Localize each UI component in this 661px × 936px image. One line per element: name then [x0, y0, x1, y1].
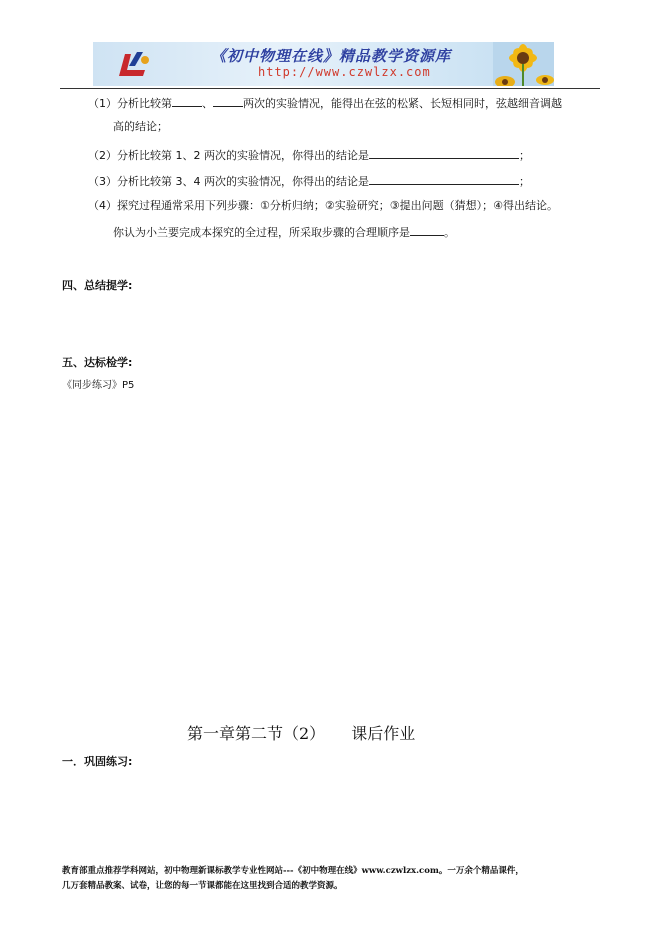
question-text: 探究过程通常采用下列步骤：①分析归纳；②实验研究；③提出问题（猜想）；④得出结论。 — [117, 199, 558, 212]
exercise-reference: 《同步练习》P5 — [62, 380, 135, 391]
question-end: ； — [519, 175, 530, 188]
question-text: 分析比较第 — [117, 97, 172, 110]
question-3 — [88, 173, 530, 189]
question-4-continuation — [113, 224, 455, 240]
question-1-continuation: 高的结论； — [113, 120, 168, 133]
answer-blank[interactable] — [172, 95, 202, 107]
answer-blank[interactable] — [213, 95, 243, 107]
question-text: 分析比较第 3、4 两次的实验情况，你得出的结论是 — [117, 175, 369, 188]
section-summary-heading: 四、总结提学: — [62, 279, 133, 292]
footer — [62, 864, 602, 894]
answer-blank[interactable] — [410, 224, 444, 236]
footer-line-2: 几万套精品教案、试卷，让您的每一节课都能在这里找到合适的教学资源。 — [62, 881, 343, 891]
chapter-title — [187, 721, 415, 744]
sunflower-icon — [493, 42, 554, 86]
question-2 — [88, 147, 530, 163]
answer-blank[interactable] — [369, 173, 519, 185]
footer-line-1: 教育部重点推荐学科网站，初中物理新课标教学专业性网站---《初中物理在线》www.czwlzx.com。一万余个精品课件， — [62, 866, 524, 876]
question-text: 分析比较第 1、2 两次的实验情况，你得出的结论是 — [117, 149, 369, 162]
question-number: （4） — [88, 199, 117, 212]
chapter-homework: 课后作业 — [351, 724, 416, 743]
banner-url: http://www.czwlzx.com — [258, 65, 431, 79]
question-number: （2） — [88, 149, 117, 162]
question-text: 、 — [202, 97, 213, 110]
header-rule — [60, 88, 600, 89]
banner-title: 《初中物理在线》精品教学资源库 — [211, 47, 452, 65]
question-end: ； — [519, 149, 530, 162]
section-practice-heading: 一．巩固练习: — [62, 755, 133, 768]
question-text: 你认为小兰要完成本探究的全过程，所采取步骤的合理顺序是 — [113, 226, 410, 239]
answer-blank[interactable] — [369, 147, 519, 159]
logo-icon — [115, 50, 151, 80]
section-check-heading: 五、达标检学: — [62, 356, 133, 369]
question-text: 两次的实验情况，能得出在弦的松紧、长短相同时，弦越细音调越 — [243, 97, 562, 110]
question-end: 。 — [444, 226, 455, 239]
header-banner — [93, 42, 554, 86]
question-4 — [88, 199, 558, 213]
question-number: （1） — [88, 97, 117, 110]
chapter-section: 第一章第二节（2） — [187, 724, 326, 743]
question-number: （3） — [88, 175, 117, 188]
question-1 — [88, 95, 562, 111]
